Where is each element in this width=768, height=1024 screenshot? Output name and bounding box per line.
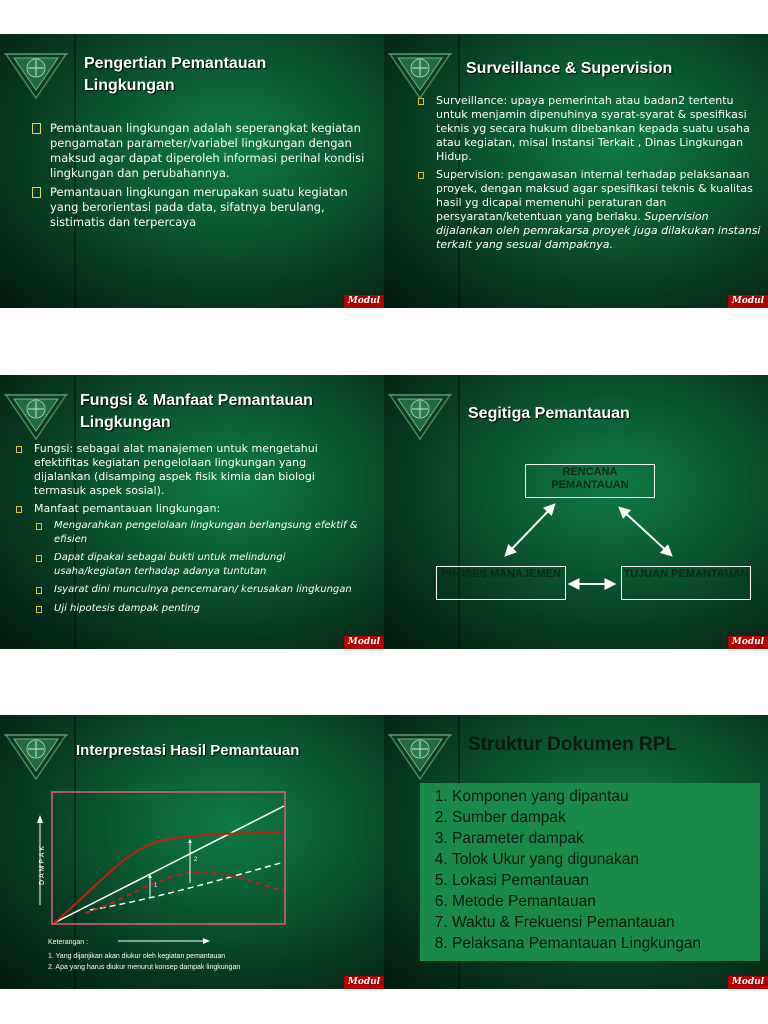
slide-segitiga [384, 375, 768, 660]
box-proses: PROSES MANAJEMEN [436, 566, 566, 600]
rpl-structure-list [420, 783, 760, 961]
modul-badge: Modul 7 [728, 976, 768, 989]
baseline-trend-line [54, 806, 284, 923]
list-item: Uji hipotesis dampak penting [36, 602, 361, 617]
bullet-icon [418, 172, 424, 179]
logo-icon [388, 727, 452, 781]
italic-note: Supervision dijalankan oleh pemrakarsa proyek juga dilakukan instansi terkait yang sesuai dampaknya. [436, 210, 761, 251]
slide-title: Surveillance & Supervision [466, 60, 673, 77]
modul-badge: Modul 7 [344, 295, 384, 308]
list-item: Mengarahkan pengelolaan lingkungan berlangsung efektif & efisien [36, 519, 361, 547]
slide-body [32, 121, 367, 234]
slide-fungsi [0, 375, 384, 660]
slide-title: Fungsi & Manfaat Pemantauan Lingkungan [80, 392, 313, 431]
modul-badge: Modul 7 [728, 636, 768, 649]
list-item: 5. Lokasi Pemantauan [452, 870, 760, 891]
list-item: 3. Parameter dampak [452, 828, 760, 849]
graph-frame [52, 792, 285, 924]
logo-icon [4, 46, 68, 100]
y-axis-arrowhead [37, 815, 43, 823]
list-item: 2. Sumber dampak [452, 807, 760, 828]
list-item: Manfaat pemantauan lingkungan: [16, 502, 361, 517]
list-item: Supervision: pengawasan internal terhadap pelaksanaan proyek, dengan maksud agar spesifikasi teknis & kualitas hasil yg dicapai memenuhi peraturan dan persyaratan/ketentuan yang berlaku. Supervision dijalankan oleh pemrakarsa proyek juga dilakukan instansi terkait yang sesuai dampaknya. [418, 168, 762, 252]
list-item: Pemantauan lingkungan adalah seperangkat kegiatan pengamatan parameter/variabel lingkungan dengan maksud agar dapat diperoleh informasi perihal kondisi lingkungan dan perubahannya. [32, 121, 367, 181]
list-item: 8. Pelaksana Pemantauan Lingkungan [452, 933, 760, 954]
bullet-icon [36, 587, 42, 594]
box-tujuan: TUJUAN PEMANTAUAN [621, 566, 751, 600]
slide-surveillance [384, 34, 768, 319]
bullet-icon [36, 555, 42, 562]
slide-body [418, 94, 762, 256]
slide-title: Struktur Dokumen RPL [468, 734, 678, 755]
list-item: 1. Komponen yang dipantau [452, 786, 760, 807]
list-item: 6. Metode Pemantauan [452, 891, 760, 912]
arrow-left-diagonal [506, 505, 554, 555]
measure-arrow-2-head [188, 839, 192, 843]
measure-label-2: 2 [194, 857, 198, 863]
list-item: Dapat dipakai sebagai bukti untuk melindungi usaha/kegiatan terhadap adanya tuntutan [36, 551, 361, 579]
dashed-curve-white [90, 862, 284, 910]
list-item: 7. Waktu & Frekuensi Pemantauan [452, 912, 760, 933]
slide-title: Pengertian Pemantauan Lingkungan [84, 55, 267, 94]
list-item: Pemantauan lingkungan merupakan suatu kegiatan yang berorientasi pada data, sifatnya berulang, sistimatis dan terpercaya [32, 185, 367, 230]
bullet-icon [16, 506, 22, 513]
bullet-icon [36, 523, 42, 530]
modul-badge: Modul 7 [728, 295, 768, 308]
slide-interprestasi [0, 715, 384, 1000]
slide-title: Segitiga Pemantauan [468, 405, 630, 422]
bullet-icon [36, 606, 42, 613]
bullet-icon [16, 446, 22, 453]
notes-title: Keterangan : [48, 939, 89, 946]
modul-badge: Modul 7 [344, 976, 384, 989]
list-item: Surveillance: upaya pemerintah atau badan2 tertentu untuk menjamin dipenuhinya syarat-syarat & spesifikasi teknis yg secara hukum dibebankan kepada suatu usaha atau kegiatan, misal Instansi Terkait , Dinas Lingkungan Hidup. [418, 94, 762, 164]
logo-icon [4, 387, 68, 441]
box-rencana: RENCANA PEMANTAUAN [525, 464, 655, 498]
bullet-icon [32, 123, 41, 134]
logo-icon [388, 46, 452, 100]
y-axis-label: DAMPAK [39, 843, 46, 885]
note-item: 2. Apa yang harus diukur menurut konsep dampak lingkungan [48, 964, 241, 971]
arrow-right-diagonal [620, 508, 671, 555]
list-item: 4. Tolok Ukur yang digunakan [452, 849, 760, 870]
list-item: Isyarat dini munculnya pencemaran/ kerusakan lingkungan [36, 583, 361, 598]
measure-label-1: 1 [154, 883, 158, 889]
slide-pengertian [0, 34, 384, 319]
bullet-icon [418, 98, 424, 105]
modul-badge: Modul 7 [344, 636, 384, 649]
arrows-diagram [384, 375, 768, 649]
sub-list [16, 519, 361, 617]
slide-title: Interprestasi Hasil Pemantauan [76, 742, 300, 759]
note-item: 1. Yang dijanjikan akan diukur oleh kegiatan pemantauan [48, 953, 226, 960]
bullet-icon [32, 187, 41, 198]
graph-notes [48, 937, 328, 973]
slide-body [16, 442, 361, 621]
list-item: Fungsi: sebagai alat manajemen untuk mengetahui efektifitas kegiatan pengelolaan lingkungan yang dijalankan (disamping aspek fisik kimia dan biologi termasuk aspek sosial). [16, 442, 361, 498]
